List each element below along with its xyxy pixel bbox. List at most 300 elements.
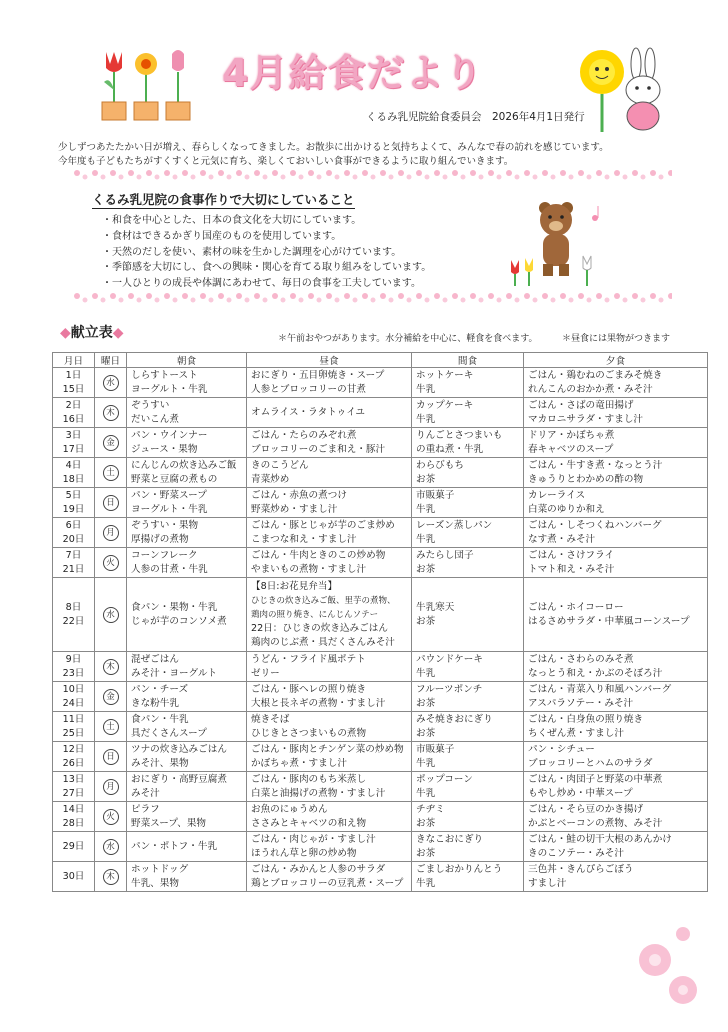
table-row	[53, 578, 708, 652]
col-snack: 間食	[412, 353, 524, 368]
date-text: 16日	[62, 413, 85, 425]
dinner-item: かぶとベーコンの煮物、みそ汁	[528, 817, 663, 829]
snack-item: フルーツポンチ	[416, 683, 483, 695]
snack-cell	[412, 862, 524, 892]
weekday-cell	[95, 862, 127, 892]
dinner-cell	[524, 742, 708, 772]
date-text: 21日	[62, 563, 85, 575]
lunch-cell	[247, 398, 412, 428]
dinner-cell	[524, 682, 708, 712]
dinner-item: なす煮・みそ汁	[528, 533, 596, 545]
sunflower-icon	[580, 50, 624, 132]
weekday-cell	[95, 488, 127, 518]
dinner-item: トマト和え・みそ汁	[528, 563, 615, 575]
lunch-cell	[247, 772, 412, 802]
philosophy-list	[102, 213, 431, 292]
date-text: 17日	[62, 443, 85, 455]
lunch-item: ささみとキャベツの和え物	[251, 817, 367, 829]
lunch-cell	[247, 578, 412, 652]
menu-table	[52, 352, 708, 892]
lunch-item: ごはん・たらのみぞれ煮	[251, 429, 357, 441]
date-text: 1日	[65, 369, 82, 381]
dinner-item: ごはん・そら豆のかき揚げ	[528, 803, 644, 815]
weekday-cell	[95, 518, 127, 548]
lunch-item: ごはん・豚肉のもち米蒸し	[251, 773, 367, 785]
col-weekday: 曜日	[95, 353, 127, 368]
breakfast-item: 食パン・果物・牛乳	[131, 601, 218, 613]
lunch-cell	[247, 428, 412, 458]
dinner-item: きのこソテー・みそ汁	[528, 847, 624, 859]
lunch-item: 青菜炒め	[251, 473, 290, 485]
snack-item: ポップコーン	[416, 773, 473, 785]
lunch-item: 鶏肉の照り焼き、にんじんソテー	[251, 609, 379, 620]
lunch-cell	[247, 862, 412, 892]
dinner-item: はるさめサラダ・中華風コーンスープ	[528, 615, 690, 627]
date-cell	[53, 548, 95, 578]
weekday-cell	[95, 652, 127, 682]
breakfast-item: みそ汁・ヨーグルト	[131, 667, 218, 679]
weekday-badge: 日	[103, 749, 119, 765]
weekday-cell	[95, 712, 127, 742]
breakfast-cell	[127, 862, 247, 892]
snack-item: 牛乳	[416, 383, 436, 395]
bunny-icon	[626, 48, 660, 130]
table-row	[53, 428, 708, 458]
breakfast-cell	[127, 368, 247, 398]
snack-cell	[412, 832, 524, 862]
breakfast-cell	[127, 578, 247, 652]
lunch-item: かぼちゃ煮・すまし汁	[251, 757, 347, 769]
lunch-item: うどん・フライド風ポテト	[251, 653, 366, 665]
dinner-cell	[524, 428, 708, 458]
lunch-cell	[247, 458, 412, 488]
menu-header-row	[53, 353, 708, 368]
dinner-item: 白菜のゆりか和え	[528, 503, 605, 515]
date-text: 18日	[62, 473, 85, 485]
breakfast-item: パン・ポトフ・牛乳	[131, 840, 218, 852]
lunch-item: ひじきとさつまいもの煮物	[251, 727, 367, 739]
breakfast-cell	[127, 488, 247, 518]
lunch-item: 焼きそば	[251, 713, 290, 725]
weekday-badge: 月	[103, 779, 119, 795]
lunch-cell	[247, 742, 412, 772]
snack-item: ごましおかりんとう	[416, 863, 503, 875]
breakfast-item: ピラフ	[131, 803, 160, 815]
snack-item: お茶	[416, 697, 436, 709]
table-row	[53, 832, 708, 862]
lunch-item: ゼリー	[251, 667, 280, 679]
dinner-item: ブロッコリーとハムのサラダ	[528, 757, 653, 769]
breakfast-item: ツナの炊き込みごはん	[131, 743, 227, 755]
weekday-badge: 木	[103, 405, 119, 421]
weekday-badge: 土	[103, 465, 119, 481]
breakfast-item: ヨーグルト・牛乳	[131, 503, 208, 515]
snack-item: 牛乳	[416, 533, 436, 545]
lunch-item: ごはん・肉じゃが・すまし汁	[251, 833, 376, 845]
snack-item: りんごとさつまいも	[416, 429, 503, 441]
date-text: 14日	[62, 803, 85, 815]
table-row	[53, 802, 708, 832]
date-text: 30日	[62, 870, 85, 882]
breakfast-item: ぞうすい・果物	[131, 519, 199, 531]
dinner-item: ごはん・さばの竜田揚げ	[528, 399, 634, 411]
philosophy-item: ・ 和食を中心とした、日本の食文化を大切にしています。	[102, 213, 431, 229]
table-row	[53, 518, 708, 548]
date-text: 19日	[62, 503, 85, 515]
snack-item: 市販菓子	[416, 489, 455, 501]
lunch-item: ごはん・みかんと人参のサラダ	[251, 863, 386, 875]
snack-cell	[412, 802, 524, 832]
snack-item: お茶	[416, 473, 436, 485]
lunch-item: お魚のにゅうめん	[251, 803, 328, 815]
snack-cell	[412, 488, 524, 518]
snack-item: お茶	[416, 615, 436, 627]
date-text: 25日	[62, 727, 85, 739]
weekday-cell	[95, 548, 127, 578]
dinner-item: もやし炒め・中華スープ	[528, 787, 633, 799]
philosophy-heading: くるみ乳児院の食事作りで大切にしていること	[92, 192, 355, 207]
lunch-item: やまいもの煮物・すまし汁	[251, 563, 367, 575]
table-row	[53, 742, 708, 772]
lunch-item: 鶏とブロッコリーの豆乳煮・スープ	[251, 877, 404, 889]
date-text: 28日	[62, 817, 85, 829]
breakfast-item: きな粉牛乳	[131, 697, 179, 709]
snack-item: チヂミ	[416, 803, 445, 815]
breakfast-item: 厚揚げの煮物	[131, 533, 189, 545]
date-text: 11日	[62, 713, 85, 725]
breakfast-item: 野菜と豆腐の煮もの	[131, 473, 218, 485]
breakfast-item: 野菜スープ、果物	[131, 817, 207, 829]
snack-item: 市販菓子	[416, 743, 455, 755]
weekday-cell	[95, 772, 127, 802]
dinner-cell	[524, 802, 708, 832]
table-row	[53, 652, 708, 682]
music-note-icon	[592, 206, 598, 221]
snack-item: の重ね煮・牛乳	[416, 443, 484, 455]
dinner-item: きゅうりとわかめの酢の物	[528, 473, 644, 485]
breakfast-cell	[127, 742, 247, 772]
weekday-badge: 金	[103, 689, 119, 705]
date-cell	[53, 428, 95, 458]
flower-border-bottom	[72, 291, 672, 305]
date-cell	[53, 712, 95, 742]
page-title: 4月給食だより	[222, 51, 484, 95]
weekday-badge: 日	[103, 495, 119, 511]
flower-border-top	[72, 168, 672, 182]
table-row	[53, 458, 708, 488]
snack-item: 牛乳	[416, 787, 436, 799]
dinner-item: 三色丼・きんぴらごぼう	[528, 863, 634, 875]
lunch-cell	[247, 368, 412, 398]
snack-item: 牛乳	[416, 757, 436, 769]
dinner-item: ごはん・しそつくねハンバーグ	[528, 519, 662, 531]
lunch-item: ごはん・牛肉ときのこの炒め物	[251, 549, 386, 561]
breakfast-cell	[127, 428, 247, 458]
lunch-item: 白菜と油揚げの煮物・すまし汁	[251, 787, 386, 799]
weekday-cell	[95, 428, 127, 458]
date-cell	[53, 398, 95, 428]
table-row	[53, 682, 708, 712]
snack-item: 牛乳寒天	[416, 601, 455, 613]
table-row	[53, 772, 708, 802]
date-text: 15日	[62, 383, 85, 395]
tulip-pot-1	[102, 52, 126, 120]
weekday-cell	[95, 742, 127, 772]
dinner-cell	[524, 368, 708, 398]
bear-icon	[539, 202, 573, 276]
dinner-item: アスパラソテー・みそ汁	[528, 697, 634, 709]
dinner-item: ドリア・かぼちゃ煮	[528, 429, 615, 441]
date-text: 23日	[62, 667, 85, 679]
snack-cell	[412, 398, 524, 428]
snack-item: カップケーキ	[416, 399, 474, 411]
weekday-badge: 金	[103, 435, 119, 451]
date-cell	[53, 652, 95, 682]
diamond-icon: ◆	[112, 325, 124, 341]
date-cell	[53, 368, 95, 398]
breakfast-cell	[127, 772, 247, 802]
weekday-cell	[95, 458, 127, 488]
date-text: 2日	[65, 399, 82, 411]
weekday-badge: 火	[103, 809, 119, 825]
weekday-badge: 木	[103, 659, 119, 675]
date-cell	[53, 458, 95, 488]
lunch-fruit-note: ＊昼食には果物がつきます	[562, 334, 671, 344]
lunch-cell	[247, 682, 412, 712]
date-text: 8日	[65, 601, 82, 613]
breakfast-item: 混ぜごはん	[131, 653, 179, 665]
snack-item: 牛乳	[416, 413, 436, 425]
dinner-item: なっとう和え・かぶのそぼろ汁	[528, 667, 663, 679]
snack-item: 牛乳	[416, 877, 436, 889]
weekday-cell	[95, 368, 127, 398]
weekday-cell	[95, 832, 127, 862]
dinner-item: ごはん・白身魚の照り焼き	[528, 713, 644, 725]
lunch-item: ごはん・豚とじゃが芋のごま炒め	[251, 519, 395, 531]
dinner-item: ごはん・さわらのみそ煮	[528, 653, 634, 665]
lunch-item: ごはん・豚肉とチンゲン菜の炒め物	[251, 743, 404, 755]
date-text: 13日	[62, 773, 85, 785]
col-dinner: 夕食	[524, 353, 708, 368]
dinner-item: カレーライス	[528, 489, 586, 501]
breakfast-item: 牛乳、果物	[131, 877, 179, 889]
date-text: 12日	[62, 743, 85, 755]
snack-item: 牛乳	[416, 667, 436, 679]
breakfast-item: にんじんの炊き込みご飯	[131, 459, 237, 471]
snack-item: お茶	[416, 817, 436, 829]
snack-item: パウンドケーキ	[416, 653, 483, 665]
breakfast-cell	[127, 458, 247, 488]
date-text: 4日	[65, 459, 82, 471]
dinner-cell	[524, 518, 708, 548]
dinner-cell	[524, 488, 708, 518]
dinner-item: ごはん・鮭の切干大根のあんかけ	[528, 833, 672, 845]
sunflower-bunny-illustration	[576, 42, 676, 134]
lunch-cell	[247, 802, 412, 832]
weekday-badge: 土	[103, 719, 119, 735]
dinner-cell	[524, 458, 708, 488]
date-cell	[53, 742, 95, 772]
snack-item: きなこおにぎり	[416, 833, 484, 845]
lunch-item: 【8日:お花見弁当】	[251, 580, 338, 592]
lunch-item: ごはん・豚ヘレの照り焼き	[251, 683, 367, 695]
table-row	[53, 712, 708, 742]
breakfast-cell	[127, 518, 247, 548]
lunch-cell	[247, 712, 412, 742]
lunch-item: ブロッコリーのごま和え・豚汁	[251, 443, 386, 455]
philosophy-item: ・ 季節感を大切にし、食への興味・関心を育てる取り組みをしています。	[102, 260, 431, 276]
snack-item: みたらし団子	[416, 549, 474, 561]
date-text: 20日	[62, 533, 85, 545]
tulip-pot-2	[166, 50, 190, 120]
breakfast-cell	[127, 398, 247, 428]
weekday-badge: 火	[103, 555, 119, 571]
breakfast-item: ぞうすい	[131, 399, 170, 411]
snack-item: わらびもち	[416, 459, 464, 471]
breakfast-item: パン・チーズ	[131, 683, 189, 695]
snack-cell	[412, 458, 524, 488]
lunch-item: 人参とブロッコリーの甘煮	[251, 383, 366, 395]
weekday-cell	[95, 802, 127, 832]
date-text: 6日	[65, 519, 82, 531]
weekday-badge: 水	[103, 607, 119, 623]
dinner-item: れんこんのおかか煮・みそ汁	[528, 383, 653, 395]
date-text: 7日	[65, 549, 82, 561]
breakfast-item: 具だくさんスープ	[131, 727, 207, 739]
weekday-cell	[95, 578, 127, 652]
snack-cell	[412, 652, 524, 682]
snack-cell	[412, 772, 524, 802]
date-text: 29日	[62, 840, 85, 852]
dinner-cell	[524, 548, 708, 578]
blossom-icon	[639, 927, 697, 1004]
breakfast-cell	[127, 548, 247, 578]
col-breakfast: 朝食	[127, 353, 247, 368]
breakfast-item: ホットドッグ	[131, 863, 189, 875]
dinner-cell	[524, 578, 708, 652]
dinner-item: ちくぜん煮・すまし汁	[528, 727, 624, 739]
date-cell	[53, 578, 95, 652]
snack-item: お茶	[416, 847, 436, 859]
sunflower-pot	[134, 53, 158, 120]
dinner-item: マカロニサラダ・すまし汁	[528, 413, 644, 425]
table-row	[53, 488, 708, 518]
lunch-item: ひじきの炊き込みご飯、里芋の煮物、	[251, 595, 396, 606]
snack-item: お茶	[416, 563, 436, 575]
weekday-badge: 月	[103, 525, 119, 541]
date-text: 24日	[62, 697, 85, 709]
col-lunch: 昼食	[247, 353, 412, 368]
date-text: 10日	[62, 683, 85, 695]
date-cell	[53, 488, 95, 518]
snack-item: お茶	[416, 727, 436, 739]
breakfast-item: みそ汁、果物	[131, 757, 189, 769]
dinner-item: すまし汁	[528, 877, 567, 889]
dinner-cell	[524, 712, 708, 742]
date-cell	[53, 832, 95, 862]
breakfast-cell	[127, 652, 247, 682]
breakfast-item: だいこん煮	[131, 413, 179, 425]
lunch-item: ごはん・赤魚の煮つけ	[251, 489, 347, 501]
dinner-item: ごはん・鶏むねのごまみそ焼き	[528, 369, 663, 381]
dinner-item: 春キャベツのスープ	[528, 443, 614, 455]
philosophy-item: ・ 食材はできるかぎり国産のものを使用しています。	[102, 229, 431, 245]
breakfast-item: じゃが芋のコンソメ煮	[131, 615, 227, 627]
breakfast-cell	[127, 832, 247, 862]
breakfast-item: コーンフレーク	[131, 549, 198, 561]
dinner-cell	[524, 652, 708, 682]
breakfast-cell	[127, 682, 247, 712]
date-cell	[53, 772, 95, 802]
tulip-pots-illustration	[96, 42, 196, 122]
breakfast-item: 食パン・牛乳	[131, 713, 189, 725]
cherry-blossom-decoration	[625, 924, 705, 1014]
lunch-item: ほうれん草と卵の炒め物	[251, 847, 357, 859]
lunch-item: おにぎり・五目卵焼き・スープ	[251, 369, 385, 381]
dinner-item: ごはん・青菜入り和風ハンバーグ	[528, 683, 672, 695]
breakfast-item: ジュース・果物	[131, 443, 198, 455]
lunch-item: こまつな和え・すまし汁	[251, 533, 357, 545]
date-text: 3日	[65, 429, 82, 441]
lunch-cell	[247, 488, 412, 518]
dinner-item: ごはん・牛すき煮・なっとう汁	[528, 459, 663, 471]
table-row	[53, 548, 708, 578]
breakfast-item: しらすトースト	[131, 369, 198, 381]
snack-note: ＊午前おやつがあります。水分補給を中心に、軽食を食べます。	[278, 334, 538, 344]
dinner-item: パン・シチュー	[528, 743, 595, 755]
bear-illustration	[505, 198, 615, 288]
weekday-badge: 木	[103, 869, 119, 885]
date-text: 26日	[62, 757, 85, 769]
snack-cell	[412, 578, 524, 652]
snack-cell	[412, 548, 524, 578]
snack-cell	[412, 712, 524, 742]
table-row	[53, 368, 708, 398]
breakfast-item: おにぎり・高野豆腐煮	[131, 773, 227, 785]
snack-item: 牛乳	[416, 503, 436, 515]
breakfast-item: みそ汁	[131, 787, 160, 799]
lunch-item: 22日：ひじきの炊き込みごはん	[251, 622, 388, 634]
breakfast-item: ヨーグルト・牛乳	[131, 383, 208, 395]
intro-line-1: 少しずつあたたかい日が増え、春らしくなってきました。お散歩に出かけると気持ちよくて、みんなで春の訪れを感じています。	[58, 142, 609, 153]
table-row	[53, 862, 708, 892]
philosophy-item: ・ 天然のだしを使い、素材の味を生かした調理を心がけています。	[102, 245, 431, 261]
dinner-cell	[524, 862, 708, 892]
table-row	[53, 398, 708, 428]
diamond-icon: ◆	[60, 325, 71, 341]
breakfast-item: パン・ウインナー	[131, 429, 208, 441]
menu-heading	[60, 322, 124, 342]
dinner-item: ごはん・さけフライ	[528, 549, 615, 561]
date-cell	[53, 682, 95, 712]
dinner-cell	[524, 772, 708, 802]
lunch-item: 大根と長ネギの煮物・すまし汁	[251, 697, 386, 709]
snack-cell	[412, 742, 524, 772]
weekday-badge: 水	[103, 375, 119, 391]
weekday-cell	[95, 398, 127, 428]
breakfast-cell	[127, 712, 247, 742]
date-cell	[53, 862, 95, 892]
date-text: 5日	[65, 489, 82, 501]
snack-item: レーズン蒸しパン	[416, 519, 493, 531]
date-cell	[53, 518, 95, 548]
weekday-badge: 水	[103, 839, 119, 855]
committee-issue-date: くるみ乳児院給食委員会 2026年4月1日発行	[366, 111, 585, 123]
lunch-item: オムライス・ラタトゥイユ	[251, 406, 366, 418]
dinner-cell	[524, 832, 708, 862]
snack-cell	[412, 682, 524, 712]
date-cell	[53, 802, 95, 832]
